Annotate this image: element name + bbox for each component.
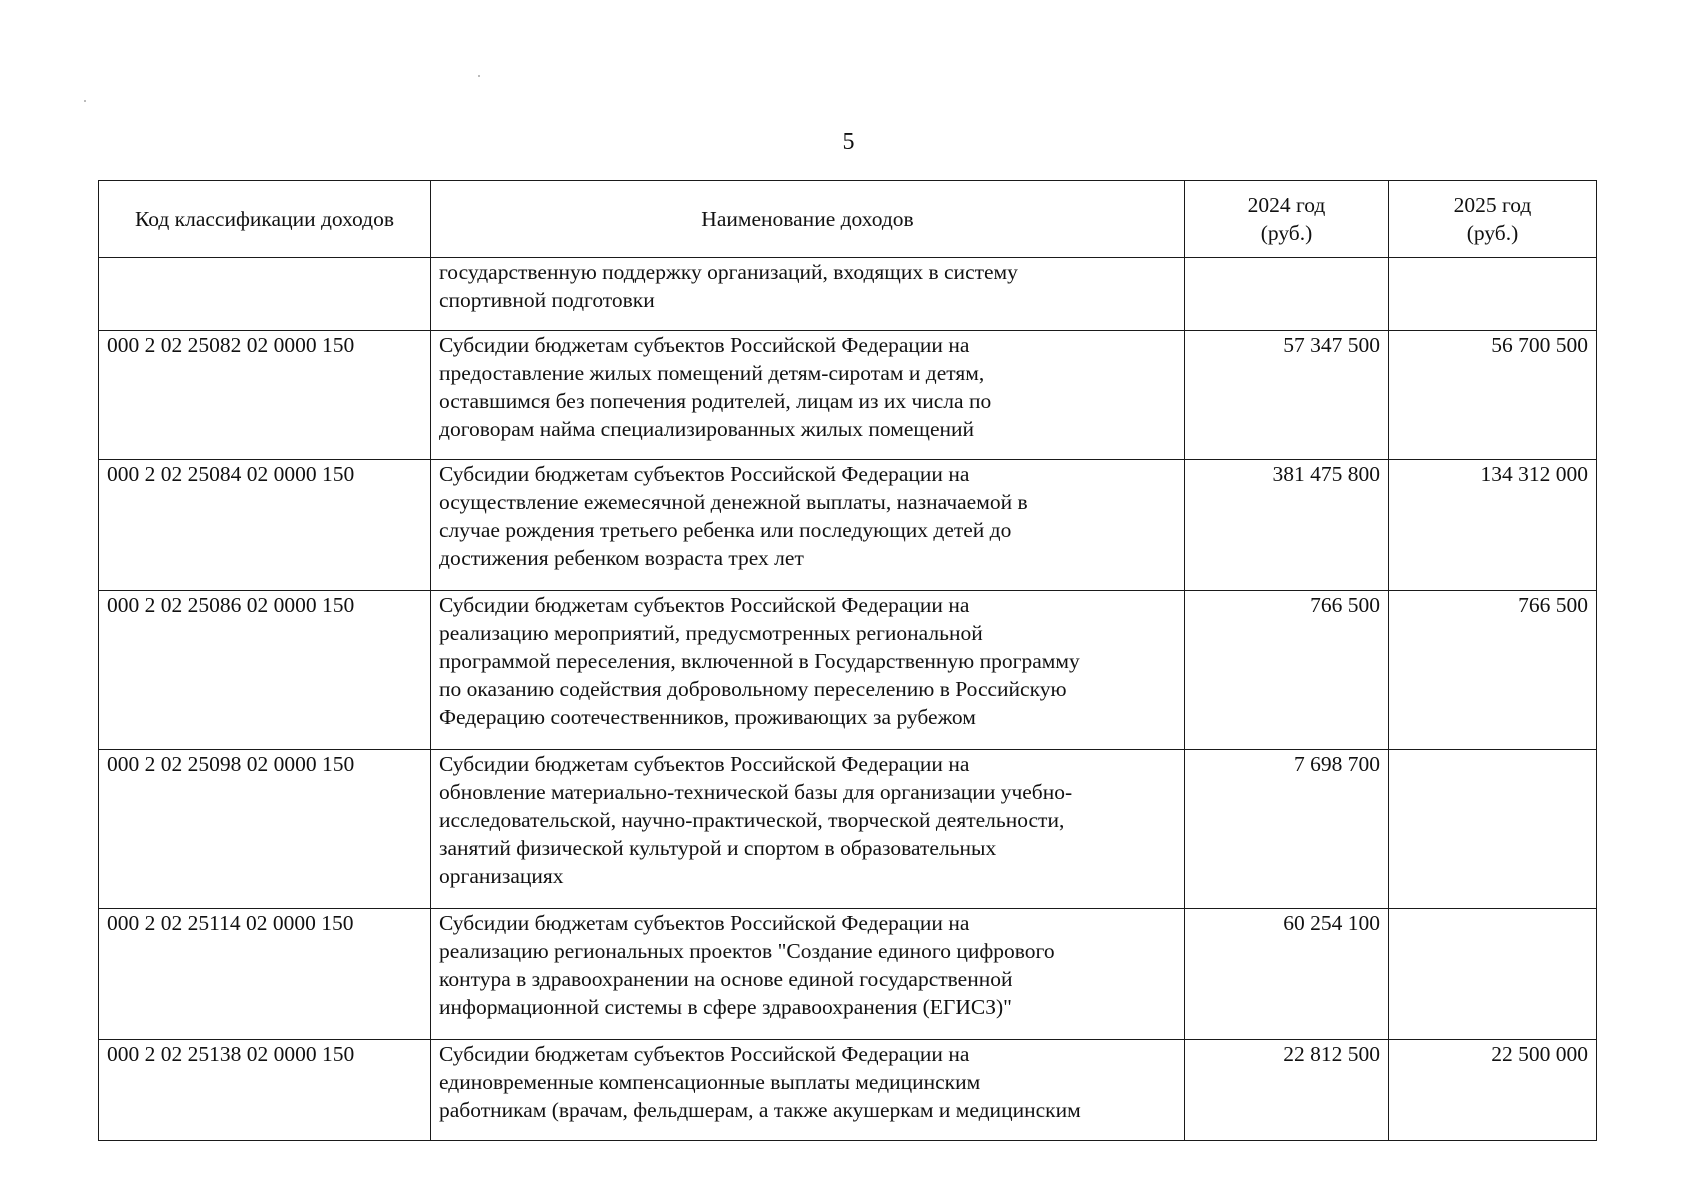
row-name [431, 909, 1185, 1040]
row-name-line: предоставление жилых помещений детям-сиротам и детям, [439, 361, 985, 385]
page-number: 5 [842, 129, 855, 155]
row-amount-2024: 7 698 700 [1185, 750, 1389, 909]
row-amount-2025: 766 500 [1389, 591, 1597, 750]
row-name-line: работникам (врачам, фельдшерам, а также акушеркам и медицинским [439, 1098, 1081, 1122]
row-amount-2025 [1389, 909, 1597, 1040]
row-code: 000 2 02 25086 02 0000 150 [99, 591, 431, 750]
row-amount-2025: 134 312 000 [1389, 460, 1597, 591]
row-name-line: программой переселения, включенной в Государственную программу [439, 649, 1080, 673]
row-name-line: единовременные компенсационные выплаты медицинским [439, 1070, 981, 1094]
header-2024-unit: (руб.) [1260, 221, 1313, 245]
table-row [99, 258, 1597, 331]
scan-speck [478, 75, 480, 77]
table-header-row [99, 181, 1597, 258]
header-code: Код классификации доходов [99, 181, 431, 258]
row-code: 000 2 02 25084 02 0000 150 [99, 460, 431, 591]
row-name [431, 591, 1185, 750]
row-amount-2024: 57 347 500 [1185, 331, 1389, 460]
row-amount-2024 [1185, 258, 1389, 331]
header-2024 [1185, 181, 1389, 258]
row-code: 000 2 02 25114 02 0000 150 [99, 909, 431, 1040]
row-name-line: реализацию региональных проектов "Создание единого цифрового [439, 939, 1055, 963]
row-name-line: договорам найма специализированных жилых помещений [439, 417, 975, 441]
scan-speck [84, 100, 86, 102]
row-name [431, 258, 1185, 331]
row-name-line: Субсидии бюджетам субъектов Российской Федерации на [439, 911, 970, 935]
revenue-table [98, 180, 1597, 1141]
row-name-line: по оказанию содействия добровольному переселению в Российскую [439, 677, 1067, 701]
header-2025 [1389, 181, 1597, 258]
row-name [431, 750, 1185, 909]
row-name-line: контура в здравоохранении на основе единой государственной [439, 967, 1013, 991]
row-name-line: информационной системы в сфере здравоохранения (ЕГИСЗ)" [439, 995, 1012, 1019]
row-amount-2025 [1389, 750, 1597, 909]
row-name [431, 331, 1185, 460]
row-amount-2025: 56 700 500 [1389, 331, 1597, 460]
row-name-line: организациях [439, 864, 564, 888]
table-row [99, 1040, 1597, 1141]
row-name [431, 460, 1185, 591]
row-name-line: оставшимся без попечения родителей, лицам из их числа по [439, 389, 992, 413]
table-row [99, 331, 1597, 460]
row-code: 000 2 02 25138 02 0000 150 [99, 1040, 431, 1141]
row-amount-2024: 22 812 500 [1185, 1040, 1389, 1141]
row-name [431, 1040, 1185, 1141]
row-name-line: обновление материально-технической базы для организации учебно- [439, 780, 1073, 804]
row-amount-2024: 766 500 [1185, 591, 1389, 750]
row-name-line: осуществление ежемесячной денежной выплаты, назначаемой в [439, 490, 1028, 514]
row-amount-2024: 381 475 800 [1185, 460, 1389, 591]
row-name-line: Субсидии бюджетам субъектов Российской Федерации на [439, 1042, 970, 1066]
table-row [99, 750, 1597, 909]
header-name: Наименование доходов [431, 181, 1185, 258]
table-row [99, 591, 1597, 750]
row-amount-2025: 22 500 000 [1389, 1040, 1597, 1141]
table-row [99, 460, 1597, 591]
row-name-line: Субсидии бюджетам субъектов Российской Федерации на [439, 752, 970, 776]
row-name-line: Субсидии бюджетам субъектов Российской Федерации на [439, 462, 970, 486]
row-name-line: Субсидии бюджетам субъектов Российской Федерации на [439, 333, 970, 357]
row-code [99, 258, 431, 331]
row-name-line: случае рождения третьего ребенка или последующих детей до [439, 518, 1012, 542]
row-code: 000 2 02 25082 02 0000 150 [99, 331, 431, 460]
row-name-line: занятий физической культурой и спортом в образовательных [439, 836, 997, 860]
row-amount-2024: 60 254 100 [1185, 909, 1389, 1040]
row-name-line: исследовательской, научно-практической, творческой деятельности, [439, 808, 1065, 832]
row-name-line: реализацию мероприятий, предусмотренных региональной [439, 621, 983, 645]
header-2025-year: 2025 год [1453, 193, 1532, 217]
header-2024-year: 2024 год [1247, 193, 1326, 217]
row-code: 000 2 02 25098 02 0000 150 [99, 750, 431, 909]
row-name-line: Федерацию соотечественников, проживающих за рубежом [439, 705, 976, 729]
row-amount-2025 [1389, 258, 1597, 331]
row-name-line: достижения ребенком возраста трех лет [439, 546, 804, 570]
header-2025-unit: (руб.) [1466, 221, 1519, 245]
row-name-line: Субсидии бюджетам субъектов Российской Федерации на [439, 593, 970, 617]
table-row [99, 909, 1597, 1040]
row-name-line: государственную поддержку организаций, входящих в систему [439, 260, 1018, 284]
row-name-line: спортивной подготовки [439, 288, 655, 312]
